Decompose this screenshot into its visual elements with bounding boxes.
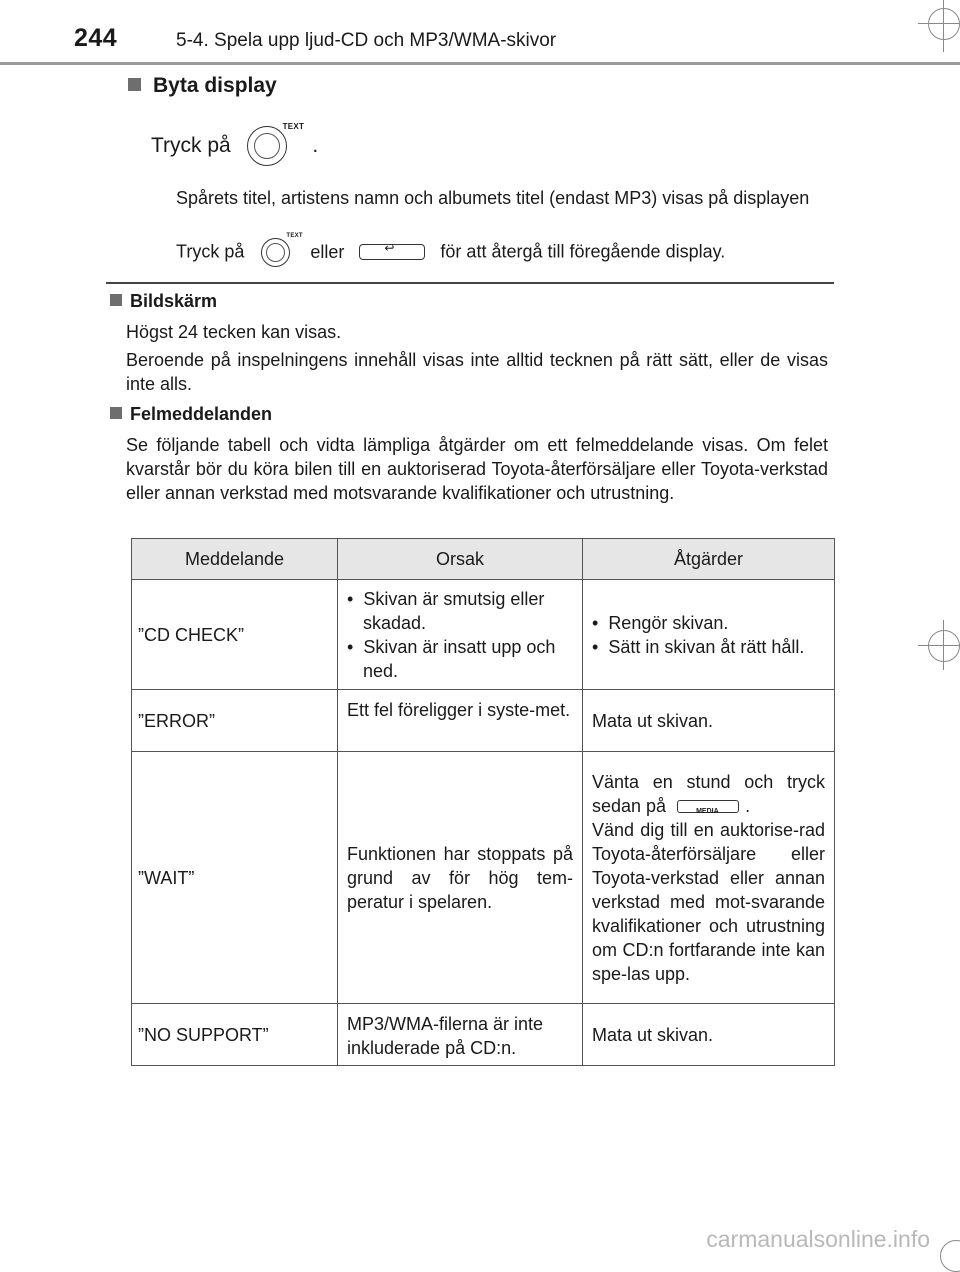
crop-mark-icon xyxy=(928,8,960,40)
message-cell: ”NO SUPPORT” xyxy=(132,1004,338,1066)
message-cell: ”CD CHECK” xyxy=(132,580,338,690)
return-instruction: Tryck på TEXT eller ↩ för att återgå till föregående display. xyxy=(176,237,725,267)
action-cell xyxy=(583,580,835,690)
crop-mark-line xyxy=(943,0,944,52)
header-rule xyxy=(0,62,960,65)
table-row xyxy=(132,752,835,1004)
display-note-heading: Bildskärm xyxy=(110,291,217,312)
display-note-p1: Högst 24 tecken kan visas. xyxy=(126,322,342,342)
crop-mark-icon xyxy=(928,630,960,662)
crop-mark-line xyxy=(918,645,960,646)
action-cell: Mata ut skivan. xyxy=(583,690,835,752)
change-display-heading: Byta display xyxy=(128,74,277,98)
table-row xyxy=(132,690,835,752)
back-button-icon: ↩ xyxy=(359,244,425,260)
list-item: • Skivan är smutsig eller skadad. xyxy=(347,588,545,633)
watermark: carmanualsonline.info xyxy=(706,1226,930,1252)
cause-cell: Ett fel föreligger i syste-met. xyxy=(338,690,583,752)
text-knob-icon: TEXT xyxy=(245,124,305,168)
bullet-square-icon xyxy=(110,407,122,419)
list-item: • Skivan är insatt upp och ned. xyxy=(347,636,556,681)
display-note-p2: Beroende på inspelningens innehåll visas inte alltid tecknen på rätt sätt, eller de visas inte alls. xyxy=(126,350,828,394)
errors-note-heading: Felmeddelanden xyxy=(110,404,272,425)
bullet-square-icon xyxy=(110,294,122,306)
bullet-square-icon xyxy=(128,78,141,91)
cause-cell xyxy=(338,580,583,690)
error-message-table xyxy=(131,538,835,1066)
press-instruction: Tryck på TEXT . xyxy=(151,124,318,168)
section-title: 5-4. Spela upp ljud-CD och MP3/WMA-skivor xyxy=(176,30,557,51)
crop-mark-line xyxy=(943,620,944,670)
column-header: Åtgärder xyxy=(583,539,835,580)
errors-note-p1: Se följande tabell och vidta lämpliga åtgärder om ett felmeddelande visas. Om felet kvarstår bör du köra bilen till en auktoriserad Toyota-återförsäljare eller Toyota-verkstad eller annan verkstad med motsvarande kvalifikationer och utrustning. xyxy=(126,435,828,503)
text-knob-icon: TEXT xyxy=(259,237,303,267)
list-item: • Sätt in skivan åt rätt håll. xyxy=(592,636,805,657)
message-cell: ”ERROR” xyxy=(132,690,338,752)
crop-mark-line xyxy=(918,23,960,24)
crop-mark-icon xyxy=(940,1240,960,1272)
action-cell: Mata ut skivan. xyxy=(583,1004,835,1066)
cause-cell: MP3/WMA-filerna är inte inkluderade på CD:n. xyxy=(338,1004,583,1066)
cause-cell: Funktionen har stoppats på grund av för hög tem-peratur i spelaren. xyxy=(338,752,583,1004)
change-display-description: Spårets titel, artistens namn och albumets titel (endast MP3) visas på displayen xyxy=(176,188,810,208)
section-divider xyxy=(106,282,834,284)
table-row xyxy=(132,580,835,690)
table-row xyxy=(132,1004,835,1066)
action-cell: Vänta en stund och tryck sedan på MEDIA . Vänd dig till en auktorise-rad Toyota-återförsäljare eller Toyota-verkstad eller annan verkstad med mot-svarande kvalifikationer och utrustning om CD:n fortfarande inte kan spe-las upp. xyxy=(583,752,835,1004)
column-header: Meddelande xyxy=(132,539,338,580)
table-header-row xyxy=(132,539,835,580)
media-button-icon: MEDIA xyxy=(677,800,739,813)
column-header: Orsak xyxy=(338,539,583,580)
list-item: • Rengör skivan. xyxy=(592,612,729,633)
page-number: 244 xyxy=(74,24,118,52)
message-cell: ”WAIT” xyxy=(132,752,338,1004)
